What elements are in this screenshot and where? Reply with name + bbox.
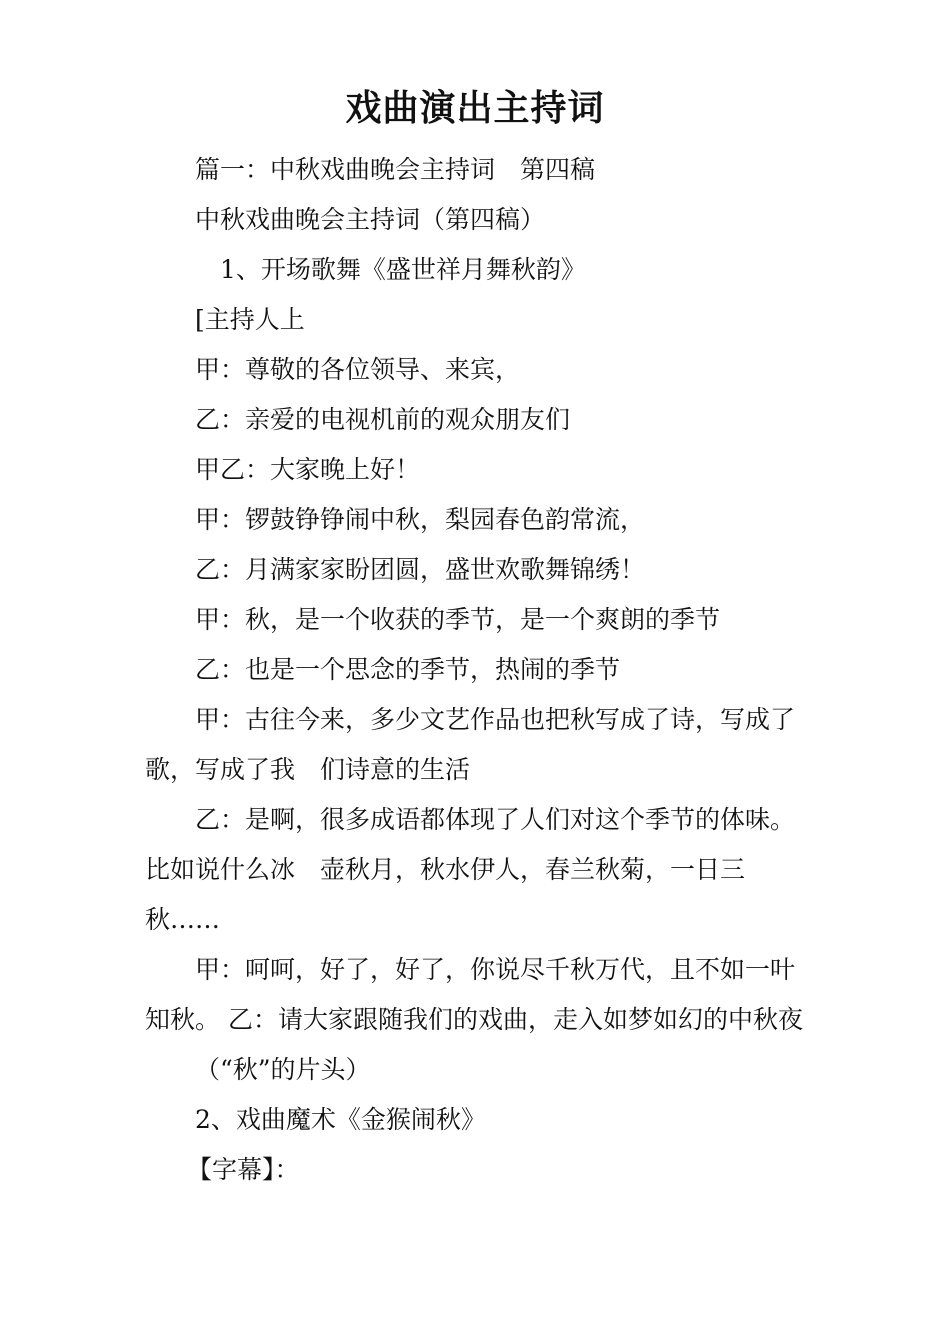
paragraph-subtitle: 中秋戏曲晚会主持词（第四稿） [195,205,546,234]
paragraph-chapter-heading: 篇一：中秋戏曲晚会主持词 第四稿 [195,155,596,184]
paragraph-line: 乙：也是一个思念的季节，热闹的季节 [195,655,621,684]
paragraph-stage-direction: [主持人上 [195,305,305,334]
paragraph-line: 甲：锣鼓铮铮闹中秋，梨园春色韵常流， [195,505,646,534]
paragraph-line: 乙：是啊，很多成语都体现了人们对这个季节的体味。比如说什么冰 壶秋月，秋水伊人，春兰秋菊，一日三秋…… [145,805,796,934]
paragraph-line: 甲乙：大家晚上好！ [195,455,421,484]
paragraph-line: 乙：亲爱的电视机前的观众朋友们 [195,405,571,434]
paragraph-stage-note: （“秋”的片头） [195,1055,371,1084]
paragraph-line: 甲：尊敬的各位领导、来宾， [195,355,521,384]
paragraph-caption-label: 【字幕】： [187,1155,300,1184]
paragraph-line: 乙：月满家家盼团圆，盛世欢歌舞锦绣！ [195,555,646,584]
document-title: 戏曲演出主持词 [345,87,605,129]
paragraph-line: 甲：秋，是一个收获的季节，是一个爽朗的季节 [195,605,721,634]
paragraph-line: 甲：呵呵，好了，好了，你说尽千秋万代，且不如一叶知秋。 乙：请大家跟随我们的戏曲，走入如梦如幻的中秋夜 [145,955,803,1034]
document-body [145,145,810,1195]
paragraph-program-2: 2、戏曲魔术《金猴闹秋》 [195,1105,486,1134]
paragraph-program-1: 1、开场歌舞《盛世祥月舞秋韵》 [220,255,586,284]
paragraph-line: 甲：古往今来，多少文艺作品也把秋写成了诗，写成了歌，写成了我 们诗意的生活 [145,705,796,784]
